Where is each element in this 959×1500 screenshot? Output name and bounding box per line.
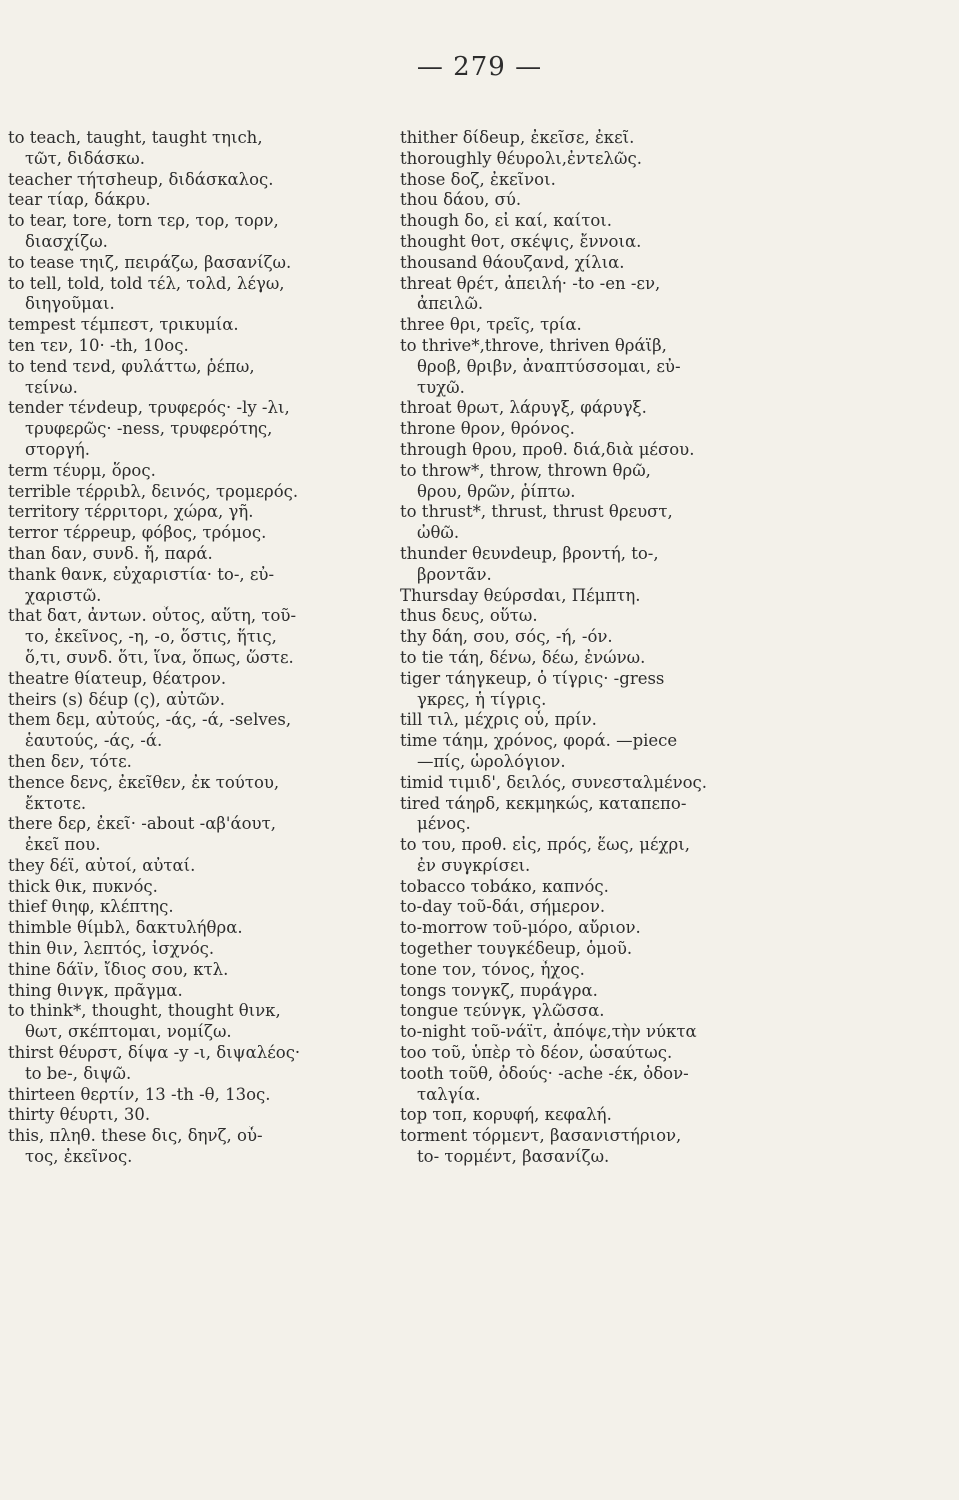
dictionary-line: to- τορμέντ, βασανίζω. xyxy=(417,1147,610,1167)
dictionary-line: to thrust*, thrust, thrust θρευστ, xyxy=(400,502,673,522)
dictionary-line: thick θικ, πυκνός. xyxy=(8,876,158,896)
dictionary-line: top τοπ, κορυφή, κεφαλή. xyxy=(400,1105,612,1125)
dictionary-line: throne θρον, θρόνος. xyxy=(400,419,575,439)
dictionary-line: thou δάου, σύ. xyxy=(400,190,522,210)
dictionary-line: timid τιμιδ', δειλός, συνεσταλμένος. xyxy=(400,772,708,792)
dictionary-line: tempest τέμπεστ, τρικυμία. xyxy=(8,315,239,335)
dictionary-line: tobacco τοbάκο, καπνός. xyxy=(400,876,609,896)
dictionary-line: τος, ἐκεῖνος. xyxy=(25,1147,133,1167)
dictionary-line: they δέϊ, αὐτοί, αὐταί. xyxy=(8,855,196,875)
dictionary-line: στοργή. xyxy=(25,439,91,459)
dictionary-line: thither δίδeup, ἐκεῖσε, ἐκεῖ. xyxy=(400,128,635,147)
dictionary-line: thine δάϊν, ἴδιος σου, κτλ. xyxy=(8,959,229,979)
dictionary-line: though δο, εἰ καί, καίτοι. xyxy=(400,211,612,231)
dictionary-line: τῶτ, διδάσκω. xyxy=(25,148,145,168)
left-column xyxy=(8,128,400,1168)
dictionary-line: ὠθῶ. xyxy=(417,523,460,543)
dictionary-line: to-night τοῦ-νάϊτ, ἀπόψε,τὴν νύκτα xyxy=(400,1022,697,1042)
dictionary-line: tone τον, τόνος, ἦχος. xyxy=(400,959,585,979)
dictionary-line: γκρες, ἡ τίγρις. xyxy=(417,689,547,709)
dictionary-line: thy δάη, σου, σός, -ή, -όν. xyxy=(400,627,613,647)
dictionary-line: terrible τέρριbλ, δεινός, τρομερός. xyxy=(8,481,299,501)
dictionary-line: territory τέρριτορι, χώρα, γῆ. xyxy=(8,502,254,522)
dictionary-line: together τουγκέδeup, ὁμοῦ. xyxy=(400,939,633,959)
dictionary-line: thus δευς, οὕτω. xyxy=(400,606,538,626)
dictionary-line: tiger τάηγκeup, ὁ τίγρις· -gress xyxy=(400,668,665,688)
dictionary-line: thoroughly θέυρολι,ἐντελῶς. xyxy=(400,148,642,168)
dictionary-line: thunder θευνdeup, βροντή, to-, xyxy=(400,543,659,563)
dictionary-line: this, πληθ. these δις, δηνζ, οὗ- xyxy=(8,1126,263,1146)
dictionary-line: ten τεν, 10· -th, 10ος. xyxy=(8,335,189,355)
dictionary-line: torment τόρμεντ, βασανιστήριον, xyxy=(400,1126,682,1146)
dictionary-line: theatre θίατeup, θέατρον. xyxy=(8,668,227,688)
dictionary-line: ἐν συγκρίσει. xyxy=(417,855,531,875)
dictionary-line: there δερ, ἐκεῖ· -about -αβ'άουτ, xyxy=(8,814,276,834)
dictionary-line: to tie τάη, δένω, δέω, ἐνώνω. xyxy=(400,647,646,667)
dictionary-line: to του, προθ. εἰς, πρός, ἕως, μέχρι, xyxy=(400,835,690,855)
dictionary-line: to-day τοῦ-δάι, σήμερον. xyxy=(400,897,606,917)
dictionary-line: τείνω. xyxy=(25,377,78,397)
dictionary-line: those δοζ, ἐκεῖνοι. xyxy=(400,169,556,189)
dictionary-line: tired τάηρδ, κεκμηκώς, καταπεπο- xyxy=(400,793,687,813)
dictionary-line: ἐκεῖ που. xyxy=(25,835,101,855)
dictionary-line: too τοῦ, ὑπὲρ τὸ δέον, ὡσαύτως. xyxy=(400,1043,673,1063)
dictionary-line: that δατ, ἀντων. οὗτος, αὕτη, τοῦ- xyxy=(8,606,297,626)
dictionary-line: τρυφερῶς· -ness, τρυφερότης, xyxy=(25,419,273,439)
dictionary-line: thought θοτ, σκέψις, ἔννοια. xyxy=(400,231,642,251)
dictionary-line: time τάημ, χρόνος, φορά. —piece xyxy=(400,731,678,751)
dictionary-line: thimble θίμbλ, δακτυλήθρα. xyxy=(8,918,243,938)
dictionary-line: thing θινγκ, πρᾶγμα. xyxy=(8,980,183,1000)
dictionary-line: than δαν, συνδ. ἤ, παρά. xyxy=(8,543,213,563)
dictionary-line: then δεν, τότε. xyxy=(8,751,132,771)
dictionary-line: to throw*, throw, thrown θρῶ, xyxy=(400,460,651,480)
dictionary-line: thank θανκ, εὐχαριστία· to-, εὐ- xyxy=(8,564,275,584)
dictionary-line: tongs τονγκζ, πυράγρα. xyxy=(400,980,598,1000)
dictionary-line: ἑαυτούς, -άς, -ά. xyxy=(25,731,163,751)
dictionary-line: to tease τηιζ, πειράζω, βασανίζω. xyxy=(8,252,292,272)
dictionary-line: —πίς, ὡρολόγιον. xyxy=(417,751,566,771)
dictionary-line: to tear, tore, torn τερ, τορ, τορν, xyxy=(8,211,279,231)
dictionary-line: θροβ, θριβν, ἀναπτύσσομαι, εὐ- xyxy=(417,356,681,376)
dictionary-line: χαριστῶ. xyxy=(25,585,102,605)
dictionary-line: to tend τενd, φυλάττω, ῥέπω, xyxy=(8,356,255,376)
dictionary-line: thief θιηφ, κλέπτης. xyxy=(8,897,174,917)
dictionary-line: μένος. xyxy=(417,814,471,834)
dictionary-line: to tell, told, told τέλ, τολd, λέγω, xyxy=(8,273,285,293)
dictionary-line: tender τένdeup, τρυφερός· -ly -λι, xyxy=(8,398,290,418)
dictionary-line: βροντᾶν. xyxy=(417,564,492,584)
dictionary-line: thirteen θερτίν, 13 -th -θ, 13ος. xyxy=(8,1084,271,1104)
dictionary-line: διηγοῦμαι. xyxy=(25,294,115,314)
dictionary-line: tongue τεύνγκ, γλῶσσα. xyxy=(400,1001,605,1021)
dictionary-line: thirst θέυρστ, δίψα -y -ι, διψαλέος· xyxy=(8,1043,301,1063)
dictionary-line: them δεμ, αὐτούς, -άς, -ά, -selves, xyxy=(8,710,292,730)
dictionary-line: through θρου, προθ. διά,διὰ μέσου. xyxy=(400,439,695,459)
dictionary-line: τυχῶ. xyxy=(417,377,465,397)
dictionary-line: το, ἐκεῖνος, -η, -ο, ὅστις, ἥτις, xyxy=(25,627,277,647)
dictionary-line: threat θρέτ, ἀπειλή· -to -en -εν, xyxy=(400,273,661,293)
right-column xyxy=(400,128,800,1168)
dictionary-line: ἀπειλῶ. xyxy=(417,294,484,314)
dictionary-line: tear τίαρ, δάκρυ. xyxy=(8,190,151,210)
dictionary-line: term τέυρμ, ὅρος. xyxy=(8,460,156,480)
dictionary-line: theirs (s) δέup (ς), αὐτῶν. xyxy=(8,689,226,709)
dictionary-line: to think*, thought, thought θινκ, xyxy=(8,1001,281,1021)
dictionary-line: θωτ, σκέπτομαι, νομίζω. xyxy=(25,1022,232,1042)
dictionary-line: throat θρωτ, λάρυγξ, φάρυγξ. xyxy=(400,398,647,418)
dictionary-line: διασχίζω. xyxy=(25,231,108,251)
dictionary-line: teacher τήτσheup, διδάσκαλος. xyxy=(8,169,274,189)
dictionary-line: thence δενς, ἐκεῖθεν, ἐκ τούτου, xyxy=(8,772,280,792)
dictionary-line: to be-, διψῶ. xyxy=(25,1063,132,1083)
dictionary-line: ταλγία. xyxy=(417,1084,481,1104)
dictionary-line: three θρι, τρεῖς, τρία. xyxy=(400,315,582,335)
dictionary-line: θρου, θρῶν, ῥίπτω. xyxy=(417,481,576,501)
dictionary-line: thirty θέυρτι, 30. xyxy=(8,1105,151,1125)
page-number: — 279 — xyxy=(416,52,543,82)
dictionary-line: thousand θάουζανd, χίλια. xyxy=(400,252,625,272)
dictionary-line: to teach, taught, taught τηιch, xyxy=(8,128,263,147)
dictionary-line: Thursday θεύρσdαι, Πέμπτη. xyxy=(400,585,641,605)
dictionary-line: to thrive*,throve, thriven θράϊβ, xyxy=(400,335,667,355)
dictionary-line: ὅ,τι, συνδ. ὅτι, ἵνα, ὅπως, ὥστε. xyxy=(25,647,294,667)
dictionary-line: ἔκτοτε. xyxy=(25,793,87,813)
dictionary-line: till τιλ, μέχρις οὗ, πρίν. xyxy=(400,710,597,730)
dictionary-line: thin θιν, λεπτός, ἰσχνός. xyxy=(8,939,215,959)
dictionary-line: terror τέρρeup, φόβος, τρόμος. xyxy=(8,523,267,543)
dictionary-line: to-morrow τοῦ-μόρο, αὔριον. xyxy=(400,918,641,938)
dictionary-line: tooth τοῦθ, ὀδούς· -ache -έκ, ὀδον- xyxy=(400,1063,689,1083)
